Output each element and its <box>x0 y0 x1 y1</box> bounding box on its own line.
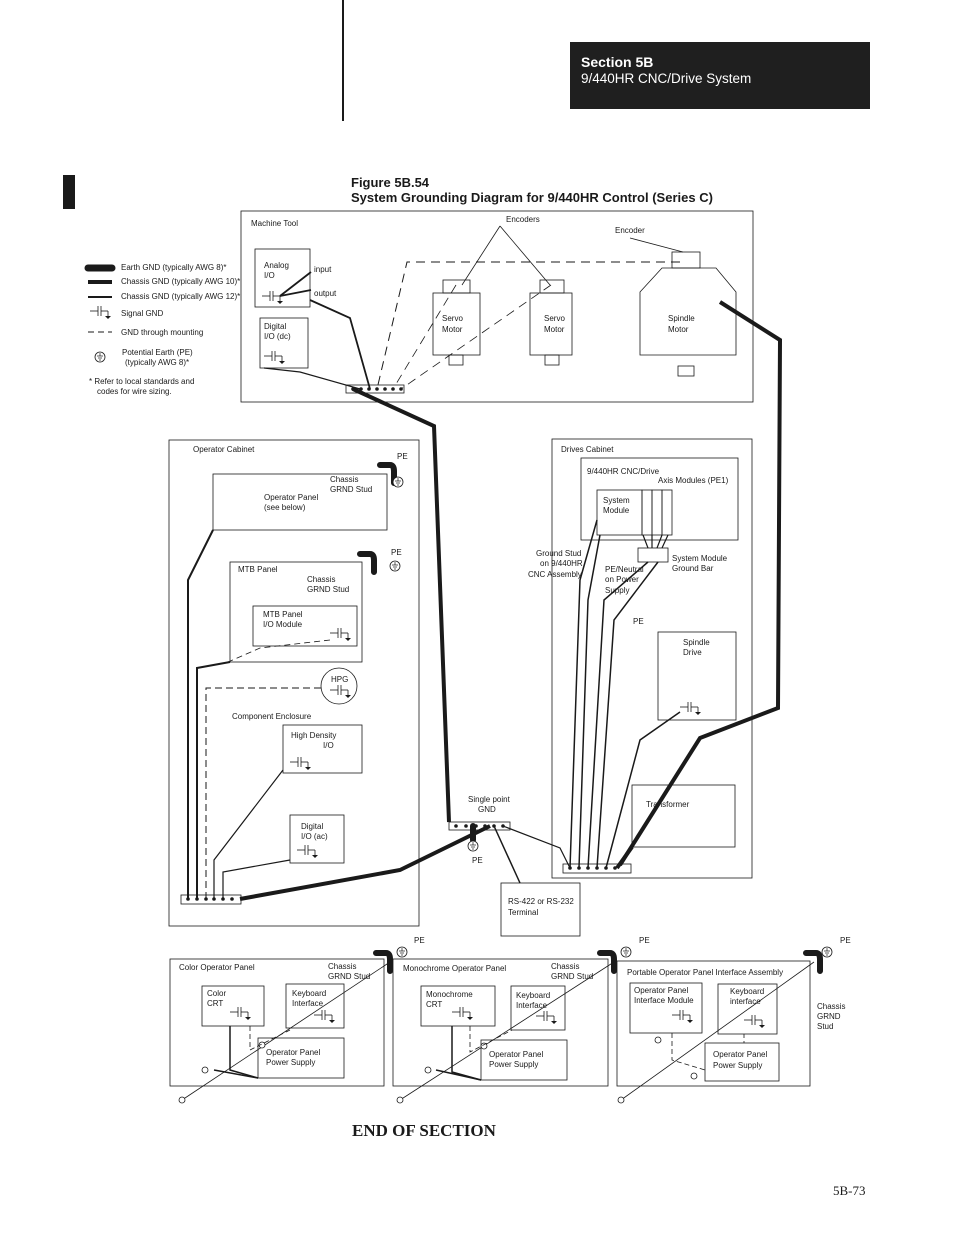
signal-gnd-icon <box>314 1010 335 1023</box>
section-number: Section 5B <box>581 54 654 70</box>
ps-label: Operator Panel <box>713 1050 768 1059</box>
ground-stud-label: on 9/440HR <box>540 559 583 568</box>
signal-gnd-icon <box>230 1007 251 1020</box>
dig-io-label: I/O (ac) <box>301 832 328 841</box>
machine-tool <box>241 211 780 865</box>
sys-bar-label: System Module <box>672 554 728 563</box>
signal-gnd-icon <box>290 757 311 770</box>
color-operator-panel <box>170 936 425 1103</box>
encoders-label: Encoders <box>506 215 540 224</box>
ps-label: Power Supply <box>266 1058 316 1067</box>
gnd-bar <box>449 822 510 830</box>
ground-stud-label: CNC Assembly <box>528 570 582 579</box>
servo-motor-2 <box>530 293 572 355</box>
pe-neutral-label: PE/Neutral <box>605 565 644 574</box>
drives-cabinet <box>528 439 752 878</box>
ground-bar-box <box>638 548 668 562</box>
input-label: input <box>314 265 332 274</box>
chassis-label: Chassis <box>817 1002 846 1011</box>
chassis-label: GRND Stud <box>330 485 373 494</box>
pe-neutral-label: Supply <box>605 586 630 595</box>
signal-gnd-icon <box>330 628 351 641</box>
signal-gnd-icon <box>330 685 351 698</box>
interface-module-label: Interface Module <box>634 996 694 1005</box>
output-label: output <box>314 289 337 298</box>
chassis-label: Chassis <box>328 962 357 971</box>
servo-motor-1 <box>433 293 480 355</box>
analog-io-label: Analog <box>264 261 289 270</box>
hd-io-label: I/O <box>323 741 334 750</box>
chassis-stud <box>806 953 820 971</box>
keyboard-label: Keyboard <box>730 987 765 996</box>
chassis-stud <box>376 953 390 971</box>
cnc-drive-label: 9/440HR CNC/Drive <box>587 467 660 476</box>
pe-icon <box>468 841 478 851</box>
pe-label: PE <box>397 452 408 461</box>
legend-item: Earth GND (typically AWG 8)* <box>121 263 227 272</box>
signal-gnd-icon <box>262 291 283 304</box>
legend-pe-icon <box>95 352 105 362</box>
pe-icon <box>393 477 403 487</box>
chassis-stud <box>600 953 614 971</box>
end-of-section: END OF SECTION <box>352 1121 496 1140</box>
figure-title: System Grounding Diagram for 9/440HR Control (Series C) <box>351 190 713 205</box>
legend-note: codes for wire sizing. <box>97 387 172 396</box>
portable-operator-panel <box>617 936 851 1103</box>
pe-neutral-label: on Power <box>605 575 639 584</box>
pe-label: PE <box>633 617 644 626</box>
transformer-box <box>632 785 735 847</box>
mtb-io-label: MTB Panel <box>263 610 303 619</box>
crt-label: CRT <box>426 1000 443 1009</box>
axis-modules-label: Axis Modules (PE1) <box>658 476 729 485</box>
operator-panel-label: Operator Panel <box>264 493 319 502</box>
chassis-label: GRND <box>817 1012 841 1021</box>
pe-label: PE <box>840 936 851 945</box>
ps-label: Power Supply <box>713 1061 763 1070</box>
operator-panel-box <box>213 474 387 530</box>
mtb-io-label: I/O Module <box>263 620 303 629</box>
ps-label: Operator Panel <box>489 1050 544 1059</box>
digital-io-label: Digital <box>264 322 287 331</box>
crt-label: Color <box>207 989 227 998</box>
chassis-label: GRND Stud <box>328 972 371 981</box>
ps-label: Power Supply <box>489 1060 539 1069</box>
legend-pe-size: (typically AWG 8)* <box>125 358 190 367</box>
crt-label: Monochrome <box>426 990 473 999</box>
section-subtitle: 9/440HR CNC/Drive System <box>581 71 752 86</box>
legend-item: Chassis GND (typically AWG 12)* <box>121 292 241 301</box>
page-number: 5B-73 <box>833 1183 866 1198</box>
single-point-label: Single point <box>468 795 510 804</box>
hpg-label: HPG <box>331 675 349 684</box>
signal-gnd-icon <box>536 1011 557 1024</box>
chassis-label: GRND Stud <box>551 972 594 981</box>
legend-pe-label: Potential Earth (PE) <box>122 348 193 357</box>
terminal-label: Terminal <box>508 908 539 917</box>
pe-icon <box>822 947 832 957</box>
motor-label: Motor <box>544 325 565 334</box>
spindle-label: Spindle <box>668 314 695 323</box>
chassis-label: Chassis <box>330 475 359 484</box>
motor-label: Motor <box>668 325 689 334</box>
pe-icon <box>390 561 400 571</box>
signal-gnd-icon <box>297 845 318 858</box>
signal-gnd-icon <box>680 702 701 715</box>
dig-io-label: Digital <box>301 822 324 831</box>
color-panel-title: Color Operator Panel <box>179 963 255 972</box>
signal-gnd-icon <box>452 1007 473 1020</box>
chassis-label: Chassis <box>551 962 580 971</box>
ground-stud-label: Ground Stud <box>536 549 582 558</box>
figure-number: Figure 5B.54 <box>351 175 430 190</box>
keyboard-label: Keyboard <box>516 991 551 1000</box>
terminal-label: RS-422 or RS-232 <box>508 897 574 906</box>
legend-signal-icon <box>90 306 111 319</box>
system-module-label: Module <box>603 506 630 515</box>
hd-io-label: High Density <box>291 731 337 740</box>
legend <box>88 263 240 396</box>
drives-cabinet-title: Drives Cabinet <box>561 445 614 454</box>
keyboard-label: Interface <box>516 1001 548 1010</box>
pe-icon <box>621 947 631 957</box>
operator-cabinet-title: Operator Cabinet <box>193 445 255 454</box>
signal-gnd-icon <box>744 1015 765 1028</box>
pe-label: PE <box>391 548 402 557</box>
machine-tool-box <box>241 211 753 402</box>
legend-item: GND through mounting <box>121 328 204 337</box>
spindle-motor <box>640 268 736 355</box>
monochrome-operator-panel <box>393 936 650 1103</box>
pe-icon <box>397 947 407 957</box>
machine-tool-title: Machine Tool <box>251 219 298 228</box>
sys-bar-label: Ground Bar <box>672 564 714 573</box>
servo-label: Servo <box>544 314 565 323</box>
legend-note: * Refer to local standards and <box>89 377 195 386</box>
spindle-drive-label: Spindle <box>683 638 710 647</box>
keyboard-label: interface <box>730 997 761 1006</box>
pe-label: PE <box>472 856 483 865</box>
keyboard-label: Keyboard <box>292 989 327 998</box>
pe-label: PE <box>414 936 425 945</box>
legend-item: Signal GND <box>121 309 164 318</box>
component-enclosure-label: Component Enclosure <box>232 712 312 721</box>
analog-io-label: I/O <box>264 271 275 280</box>
portable-panel-title: Portable Operator Panel Interface Assembly <box>627 968 784 977</box>
signal-gnd-icon <box>672 1010 693 1023</box>
digital-io-label: I/O (dc) <box>264 332 291 341</box>
motor-label: Motor <box>442 325 463 334</box>
crt-label: CRT <box>207 999 224 1008</box>
transformer-label: Transformer <box>646 800 690 809</box>
interface-module-label: Operator Panel <box>634 986 689 995</box>
spindle-drive-label: Drive <box>683 648 702 657</box>
mono-panel-title: Monochrome Operator Panel <box>403 964 507 973</box>
single-point-label: GND <box>478 805 496 814</box>
servo-label: Servo <box>442 314 463 323</box>
pe-label: PE <box>639 936 650 945</box>
ps-label: Operator Panel <box>266 1048 321 1057</box>
keyboard-label: Interface <box>292 999 324 1008</box>
chassis-label: Stud <box>817 1022 834 1031</box>
legend-item: Chassis GND (typically AWG 10)* <box>121 277 241 286</box>
hpg-circle <box>321 668 357 704</box>
signal-gnd-icon <box>264 351 285 364</box>
mtb-panel-title: MTB Panel <box>238 565 278 574</box>
system-module-label: System <box>603 496 630 505</box>
chassis-label: GRND Stud <box>307 585 350 594</box>
chassis-label: Chassis <box>307 575 336 584</box>
encoder-label: Encoder <box>615 226 645 235</box>
operator-panel-label: (see below) <box>264 503 306 512</box>
